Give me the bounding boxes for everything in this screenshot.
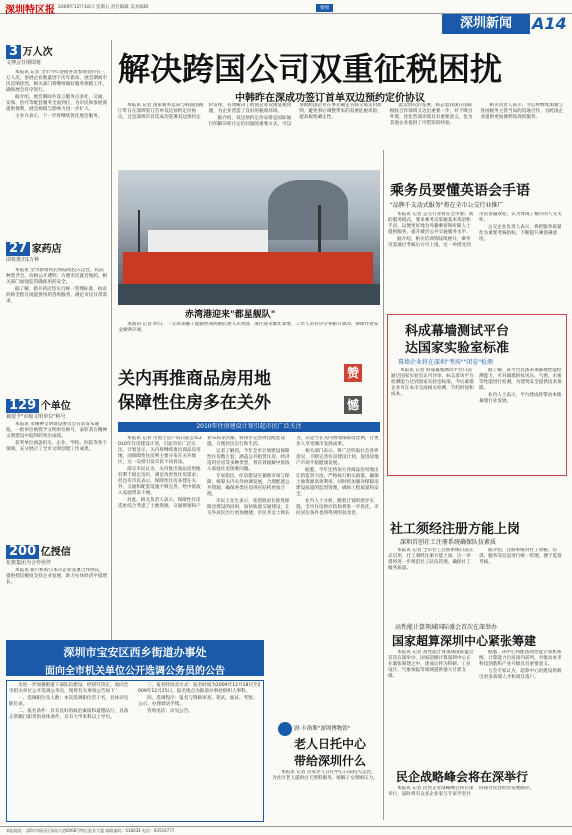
story3-body: 本报讯 记者 公交行业将在全市推广新的服务模式，要求乘务员掌握基本英语和手语，以便更好地为外籍乘客和听障人士提供服务，提升城市公共交通服务水平。 据介绍，相关培训将陆续展开，乘务员需通过考核后方可上岗。这一举措受到市民普遍欢迎，认为体现了城市的人文关怀。 公交企业负责人表示，将把服务质量作为重要考核指标，不断提升乘客满意度。	[388, 212, 562, 248]
story3-subhead: "品牌千支动式服务"将在全市公交行业推广	[390, 202, 504, 209]
tag-regret: 憾	[344, 396, 362, 414]
ad-body: 为进一步加强街道干部队伍建设，经研究决定，面向全市机关单位公开选调公务员，现将有关事项公告如下： 一、选调职位及人数：本次选调职位若干名，具体详见职位表。 二、报名条件：具有良好的政治素质和道德品行，具备正常履行职责的身体条件，具有大学本科以上学历。 三、报名时间及方式：报名时间为2009年12月18日至2009年12月25日，报名地点为街道办事处组织人事科。 四、选调程序：报名与资格审查、笔试、面试、考察、公示、办理调动手续。 咨询电话：详见公告。	[6, 680, 264, 822]
left-item-1[interactable]	[6, 43, 108, 66]
story6-kicker: 高性能计算领域国际盛会首次在深举办	[395, 624, 498, 631]
story6-headline: 国家超算深圳中心紧张筹建	[392, 634, 537, 648]
story5-subhead: 深圳首创社工注册系统确保队伍素质	[400, 539, 497, 546]
story4-headline-1: 科成幕墙测试平台	[405, 324, 510, 339]
news-photo	[118, 170, 380, 305]
section-name: 深圳新闻	[442, 14, 530, 34]
page-number: A14	[532, 14, 567, 33]
story8-headline-1: 老人日托中心	[294, 737, 367, 751]
island	[268, 180, 348, 240]
item-title: 万人次	[22, 47, 53, 58]
sea-water	[118, 284, 380, 305]
story2-headline-1: 关内再推商品房用地	[118, 369, 271, 389]
item-number: 200	[6, 545, 39, 559]
newspaper-logo: 深圳特区报	[5, 5, 55, 16]
story6-body: 本报讯 记者 高性能计算领域国际盛会首次在深举办，国家超级计算深圳中心正在紧张筹建之中，建成后将为科研、工业设计、气象预报等领域提供强大计算支撑。 据悉，该中心将配备高性能计算机系统，计算能力位居国内前列，对推动本市科技创新和产业升级具有重要意义。 与会专家认为，超算中心的建设将吸引更多高端人才和项目落户。	[388, 650, 562, 680]
story5-headline: 社工须经注册方能上岗	[390, 522, 521, 537]
column-divider	[383, 150, 384, 820]
ad-banner	[6, 640, 264, 676]
item-subtitle: 花旗集团为合作伙伴	[6, 560, 52, 566]
tag-praise: 赞	[344, 364, 362, 382]
item-title: 家药店	[31, 244, 62, 255]
item-subtitle: 被授予"市级文明单位"称号	[6, 414, 66, 420]
left-item-2[interactable]	[6, 240, 108, 263]
story7-headline: 民企战略峰会将在深举行	[396, 770, 529, 784]
item-subtitle: 即将推出1万种	[6, 257, 40, 263]
main-subhead: 中韩昨在深成功签订首单双边预约定价协议	[235, 93, 425, 104]
item-number: 129	[6, 399, 39, 413]
ship-hull	[123, 252, 373, 284]
photo-caption: 赤湾港迎来"都星舰队"	[185, 310, 276, 320]
story8-headline-2: 带给深圳什么	[294, 754, 367, 768]
item-number: 27	[6, 242, 30, 256]
item-title: 个单位	[40, 401, 71, 412]
section-tag: 要闻	[316, 4, 333, 12]
ad-title-2: 面向全市机关单位公开选调公务员的公告	[45, 666, 225, 677]
left-item-4[interactable]	[6, 543, 108, 566]
footer-strip: 本报地址：深圳市福田区深南大道6008号特区报业大厦 邮政编码：518034 电话：83516777	[0, 826, 572, 835]
main-headline: 解决跨国公司双重征税困扰	[118, 50, 503, 88]
issue-date: 2009年12月18日 星期五 责任编辑 美术编辑	[58, 5, 149, 10]
left-item-3[interactable]	[6, 397, 108, 420]
left-item-2-body: 本报讯 全市新增药店将陆续投入运营，药品种类齐全，价格公开透明，方便市民就近购药，相关部门加强监管确保用药安全。 据了解，新开药店均实行统一管理标准，执业药师全程在岗提供用药咨询服务，满足市民日常需求。	[6, 268, 108, 304]
ad-title-1: 深圳市宝安区西乡街道办事处	[63, 646, 207, 659]
globe-icon	[278, 722, 292, 736]
story5-body: 本报讯 记者 全市社工注册系统日前正式启用，社工须经注册方能上岗，这一举措将进一步规范社工队伍管理，确保社工服务质量。 据介绍，注册系统对社工资格、培训、服务等信息进行统一管理，便于监督考核。	[388, 548, 562, 571]
photo-note: 本报讯 记者 昨日，一支由多艘工程船组成的船队驶入赤湾港，港区迎来繁忙景象，工作人员有序引导船只靠泊，保障作业安全顺利开展。	[118, 322, 378, 333]
item-title: 亿授信	[40, 547, 71, 558]
item-subtitle: 文博会日期即将	[6, 60, 42, 66]
story8-kicker: 唐·卡洛斯"深圳博物馆"	[294, 726, 351, 732]
story3-headline: 乘务员要懂英语会手语	[390, 183, 530, 199]
story8-body: 本报讯 记者 首家老人日托中心日前投入运营，为社区老人提供白天照料服务，缓解子女照顾压力。	[272, 770, 378, 781]
main-story-body: 本报讯 记者 国家税务总局与韩国国税厅昨日在深圳签订首单双边预约定价协议，这是深圳市首次成功签署双边预约定价安排，有效解决了跨国企业双重征税问题，为企业营造了良好的税收环境。 据介绍，双边预约定价安排是国际通行的解决转让定价问题的重要方式，可以帮助跨国企业在事先确定关联交易定价原则，避免事后调整带来的双重征税风险，提高税收确定性。 此次协议的签署，标志着我国在国际税收合作领域又迈出重要一步，对于吸引外资、优化营商环境具有重要意义，也为其他企业提供了可借鉴的经验。 相关负责人表示，今后将继续加强与各国税务主管当局的沟通合作，为跨国企业提供更加便利高效的服务。	[118, 103, 564, 127]
left-item-4-body: 本报讯 银行机构与本市企业签署合作协议，提供授信额度支持企业发展，助力实体经济平稳增长。	[6, 568, 108, 585]
left-item-3-body: 本报讯 市精神文明建设委员会日前发布通报，一批单位被授予文明单位称号，表彰其在精神文明建设中取得的突出成绩。 获奖单位涵盖机关、企业、学校、医院等各个领域，充分展示了全市文明创建工作成果。	[6, 422, 108, 452]
story2-body: 本报讯 记者 市国土房产局日前公布2010年住房建设计划，引起市民广泛关注。计划显示，关内将继续推出商品房用地，而保障性住房则主要分布在关外地区，这一安排引发市民不同看法。 部分市民认为，关内推出商品房用地有利于稳定房价，满足改善性住房需求；但也有市民表示，保障性住房多建在关外，交通和配套设施不够完善，给中低收入家庭带来不便。 对此，相关负责人表示，保障性住房选址综合考虑了土地资源、交通规划和产业布局等因素，将同步完善周边配套设施，方便居民出行和生活。 记者了解到，今年全市计划建设保障性住房数万套，涵盖公共租赁住房、经济适用住房等多种类型，将有效缓解中低收入家庭住房困难问题。 专家指出，住房建设应兼顾市场与保障，统筹关内关外协调发展，合理配置公共资源，确保各类住房供应结构更加合理。 市民王先生表示，希望政府在推进保障房建设的同时，加快轨道交通建设，让关外居民出行更加便捷。市民李女士则认为，应适当在关内增加保障房比例，让更多人享受城市发展成果。 相关部门表示，将广泛听取社会各界意见，不断完善住房建设计划，促进房地产市场平稳健康发展。 据悉，今年还将加大对商品房用地出让的监管力度，严格执行相关政策，确保土地资源高效利用。同时将加强对保障房建设质量的监督管理，确保工程质量和安全。 业内人士分析，随着计划的逐步实施，全市住房供应结构将进一步优化，市民居住条件也将得到明显改善。	[118, 436, 379, 516]
story4-body: 本报讯 记者 科成幕墙测试平台日前通过国家实验室认可评审，标志着该平台检测能力达到国家实验室标准，今后幕墙企业可在本市完成相关检测，节约时间和成本。 据了解，该平台具备多项幕墙性能检测能力，可对幕墙的抗风压、气密、水密等性能进行检测，为建筑安全提供技术保障。 业内人士表示，平台建成将带动本地幕墙行业发展。	[391, 368, 562, 404]
column-divider	[111, 40, 112, 640]
item-number: 3	[6, 45, 21, 59]
story2-headline-2: 保障性住房多在关外	[118, 393, 271, 413]
story2-band: 2010年住房建设计划引起市民广泛关注	[118, 422, 380, 432]
left-item-1-body: 本报讯 记者 全市今年迎接各类参观者约有三万人次，参展企业数量创下历年新高，展会期间市民反响热烈，相关部门将继续做好服务保障工作，确保展会有序进行。 据介绍，展会期间共设立服务点多处，交通、安保、医疗等配套服务全面到位，为市民和参展商提供便利，展会规模与影响力进一步扩大。 主办方表示，下一步将继续优化展会服务。	[6, 70, 108, 119]
story4-subhead: 幕墙企业将在深圳"考场""闭卷"检测	[398, 359, 494, 366]
story4-headline-2: 达国家实验室标准	[405, 341, 510, 356]
story7-body: 本报讯 记者 民营企业战略峰会将在深举行，届时将有众多企业家与专家学者共同探讨民营经济发展路径。	[388, 786, 535, 797]
